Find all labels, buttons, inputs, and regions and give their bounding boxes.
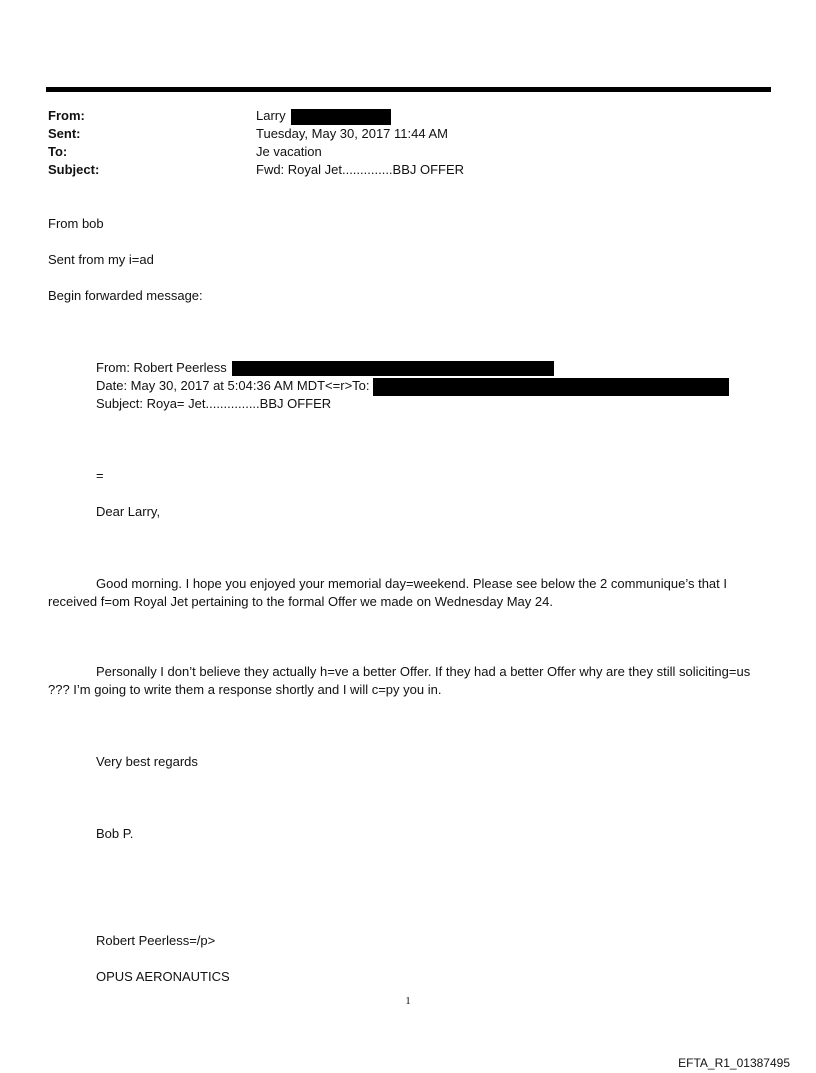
signature-name: Robert Peerless=/p> bbox=[96, 933, 216, 948]
body-sent-from: Sent from my i=ad bbox=[48, 252, 154, 267]
paragraph-2: Personally I don’t believe they actually h=ve a better Offer. If they had a better Offer why are they still soliciting=us ??? I’m going to write them a response shortly and I will c=py you in. bbox=[48, 664, 751, 697]
from-name: Larry bbox=[256, 108, 286, 123]
header-rule bbox=[46, 87, 771, 92]
forwarded-from bbox=[96, 359, 554, 377]
signoff: Bob P. bbox=[96, 826, 134, 841]
subject-label: Subject: bbox=[48, 162, 100, 177]
to-value: Je vacation bbox=[256, 144, 322, 159]
forwarded-from-text: From: Robert Peerless bbox=[96, 360, 227, 375]
redaction-bar bbox=[291, 109, 391, 125]
from-value bbox=[256, 107, 391, 125]
closing: Very best regards bbox=[96, 754, 198, 769]
forwarded-date-text: Date: May 30, 2017 at 5:04:36 AM MDT<=r>To: bbox=[96, 378, 370, 393]
forwarded-subject: Subject: Roya= Jet...............BBJ OFFER bbox=[96, 396, 332, 411]
paragraph-1: Good morning. I hope you enjoyed your memorial day=weekend. Please see below the 2 communique’s that I received f=om Royal Jet pertaining to the formal Offer we made on Wednesday May 24. bbox=[48, 576, 727, 609]
greeting: Dear Larry, bbox=[96, 504, 161, 519]
sent-label: Sent: bbox=[48, 126, 81, 141]
redaction-bar bbox=[373, 378, 729, 396]
from-label: From: bbox=[48, 108, 85, 123]
page-number: 1 bbox=[405, 995, 411, 1007]
equals-line: = bbox=[96, 468, 104, 483]
subject-value: Fwd: Royal Jet..............BBJ OFFER bbox=[256, 162, 465, 177]
signature-company: OPUS AERONAUTICS bbox=[96, 969, 230, 984]
forwarded-date bbox=[96, 377, 729, 396]
sent-value: Tuesday, May 30, 2017 11:44 AM bbox=[256, 126, 448, 141]
redaction-bar bbox=[232, 361, 554, 376]
bates-number: EFTA_R1_01387495 bbox=[678, 1056, 790, 1070]
body-from-bob: From bob bbox=[48, 216, 104, 231]
to-label: To: bbox=[48, 144, 68, 159]
body-begin-forwarded: Begin forwarded message: bbox=[48, 288, 203, 303]
